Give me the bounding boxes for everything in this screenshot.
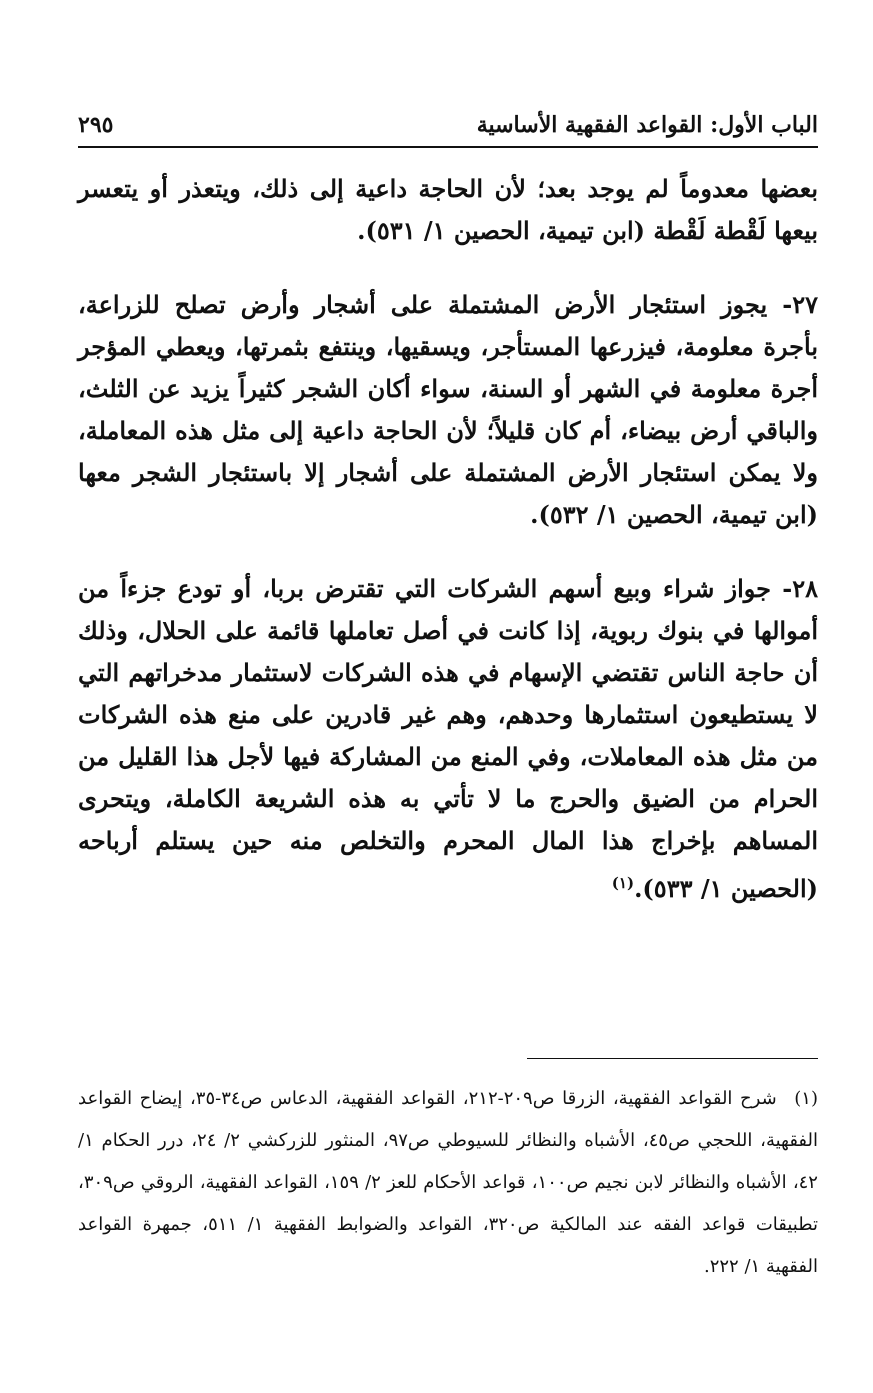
paragraph-text: جواز شراء وبيع أسهم الشركات التي تقترض بربا، أو تودع جزءاً من أموالها في بنوك ربوية، إذا كانت في أصل تعاملها قائمة على الحلال، وذلك أن حاجة الناس تقتضي الإسهام في هذه الشركات لاستثمار مدخراتهم التي لا يستطيعون استثمارها وحدهم، وهم غير قادرين على منع هذه الشركات من مثل هذه المعاملات، وفي المنع من المشاركة فيها لأجل هذا القليل من الحرام من الضيق والحرج ما لا تأتي به هذه الشريعة الكاملة، ويتحرى المساهم بإخراج هذا المال المحرم والتخلص منه حين يستلم أرباحه (الحصين ١/ ٥٣٣). <box>78 574 818 903</box>
footnote-number: (١) <box>794 1088 818 1109</box>
paragraph-27 <box>78 284 818 536</box>
paragraph-text: بعضها معدوماً لم يوجد بعد؛ لأن الحاجة داعية إلى ذلك، ويتعذر أو يتعسر بيعها لَقْطة لَقْطة (ابن تيمية، الحصين ١/ ٥٣١). <box>78 174 818 245</box>
paragraph-number: ٢٨- <box>782 574 818 603</box>
paragraph-text: يجوز استئجار الأرض المشتملة على أشجار وأرض تصلح للزراعة، بأجرة معلومة، فيزرعها المستأجر، ويسقيها، وينتفع بثمرتها، ويعطي المؤجر أجرة معلومة في الشهر أو السنة، سواء أكان الشجر كثيراً يزيد عن الثلث، والباقي أرض بيضاء، أم كان قليلاً؛ لأن الحاجة داعية إلى مثل هذه المعاملة، ولا يمكن استئجار الأرض المشتملة على أشجار إلا باستئجار الشجر معها (ابن تيمية، الحصين ١/ ٥٣٢). <box>78 290 818 529</box>
header-divider <box>78 146 818 148</box>
paragraph-continuation <box>78 168 818 252</box>
paragraph-28 <box>78 568 818 910</box>
page-number: ٢٩٥ <box>78 112 114 138</box>
footnote-reference[interactable]: (١) <box>611 874 635 892</box>
paragraph-number: ٢٧- <box>782 290 818 319</box>
footnote <box>78 1078 818 1288</box>
chapter-title: الباب الأول: القواعد الفقهية الأساسية <box>476 112 818 138</box>
main-text <box>78 168 818 942</box>
footnote-text: شرح القواعد الفقهية، الزرقا ص٢٠٩-٢١٢، القواعد الفقهية، الدعاس ص٣٤-٣٥، إيضاح القواعد الفقهية، اللحجي ص٤٥، الأشباه والنظائر للسيوطي ص٩٧، المنثور للزركشي ٢/ ٢٤، درر الحكام ١/ ٤٢، الأشباه والنظائر لابن نجيم ص١٠٠، قواعد الأحكام للعز ٢/ ١٥٩، القواعد الفقهية، الروقي ص٣٠٩، تطبيقات قواعد الفقه عند المالكية ص٣٢٠، القواعد والضوابط الفقهية ١/ ٥١١، جمهرة القواعد الفقهية ١/ ٢٢٢. <box>78 1088 819 1277</box>
running-header <box>78 98 818 138</box>
footnote-divider <box>527 1058 818 1059</box>
